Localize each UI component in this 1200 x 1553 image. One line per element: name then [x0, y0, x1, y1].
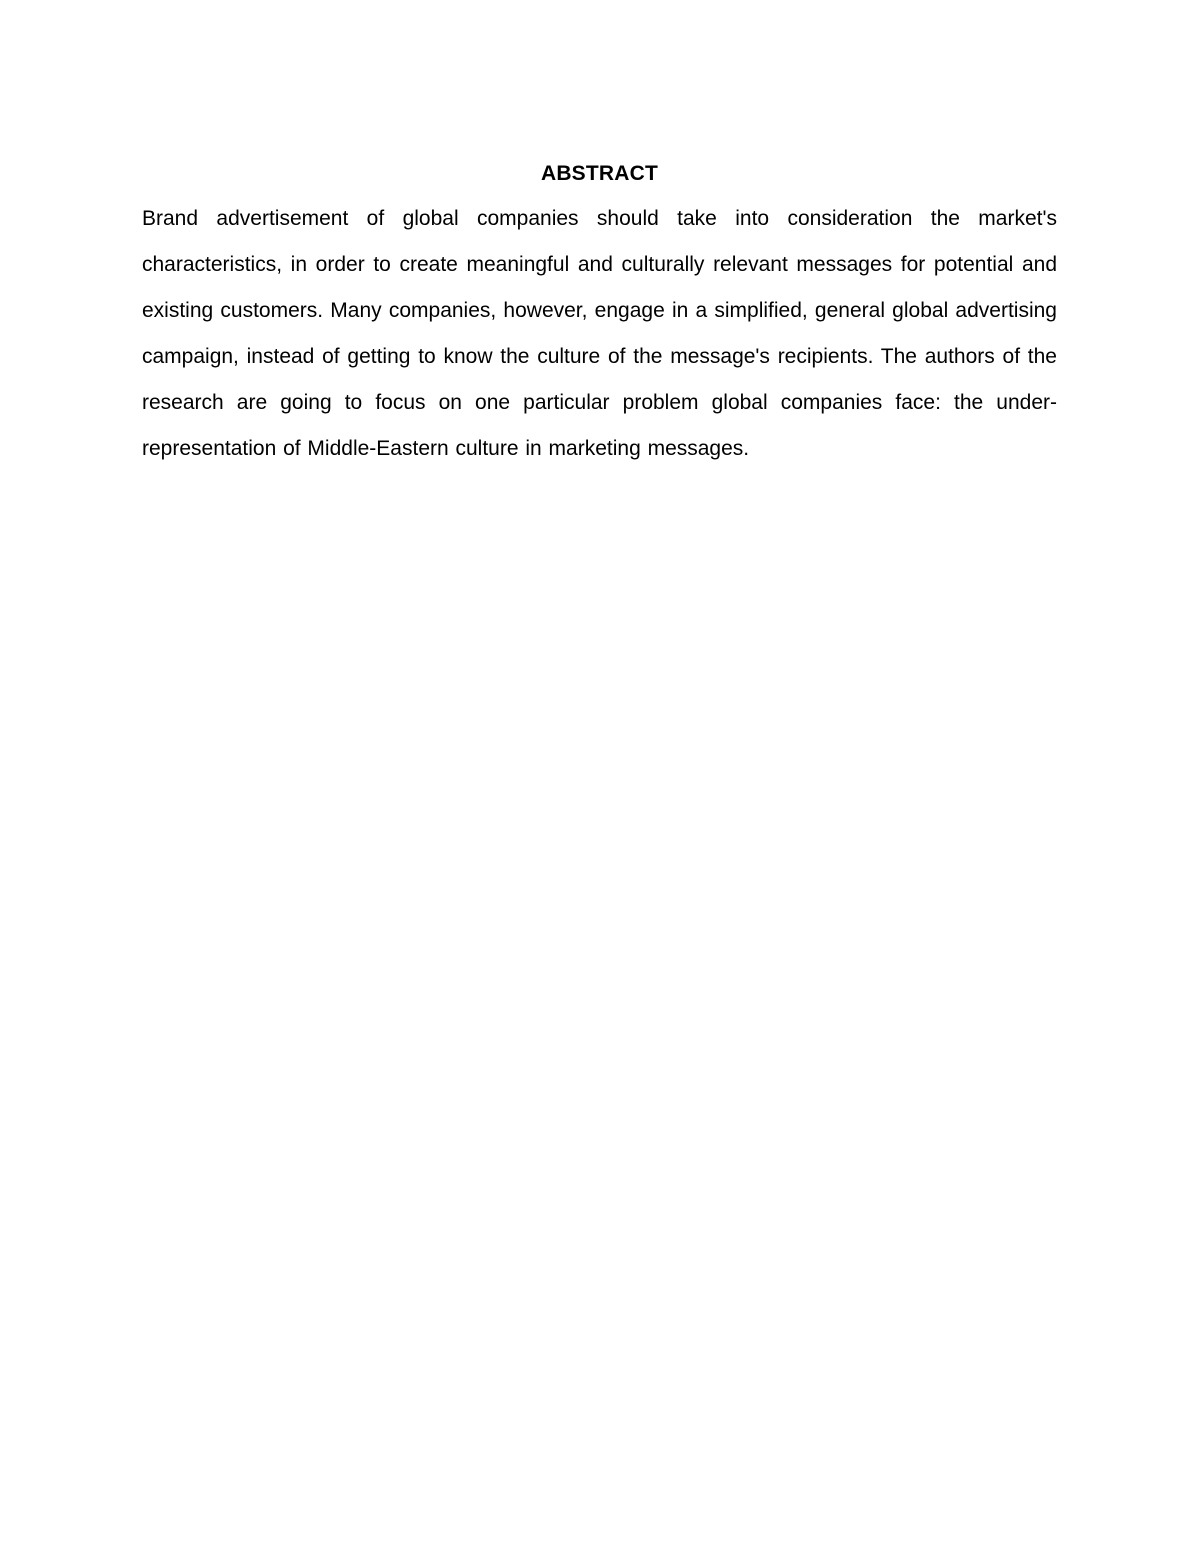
abstract-heading: ABSTRACT [540, 162, 659, 185]
abstract-body-paragraph: Brand advertisement of global companies should take into consideration the market's characteristics, in order to create meaningful and culturally relevant messages for potential and existing customers. Many companies, however, engage in a simplified, general global advertising campaign, instead of getting to know the culture of the message's recipients. The authors of the research are going to focus on one particular problem global companies face: the under-representation of Middle-Eastern culture in marketing messages. [142, 207, 1057, 460]
abstract-section [142, 156, 1057, 472]
